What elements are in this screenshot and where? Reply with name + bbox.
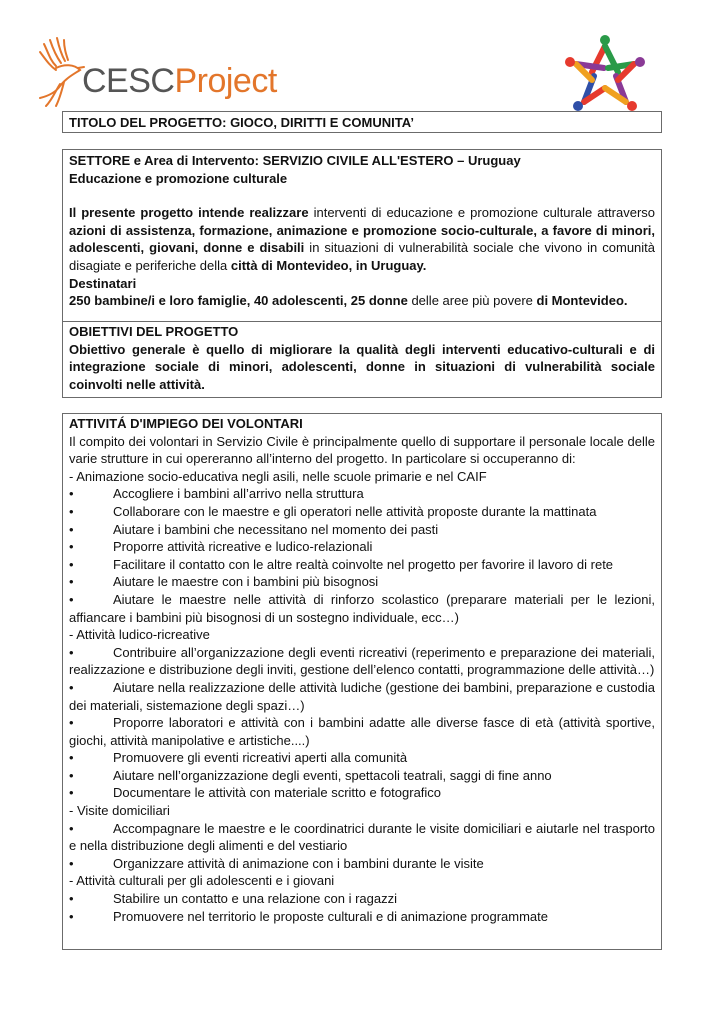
list-item <box>69 485 655 503</box>
destinatari-text <box>69 292 655 310</box>
list-item <box>69 556 655 574</box>
bullet-icon: • <box>69 539 74 555</box>
spacer <box>69 187 655 204</box>
bullet-icon: • <box>69 767 74 783</box>
brand-part1: CESC <box>82 62 175 100</box>
project-title: TITOLO DEL PROGETTO: GIOCO, DIRITTI E COMUNITA’ <box>69 115 414 130</box>
bullet-icon: • <box>69 715 74 731</box>
list-item-text: Accompagnare le maestre e le coordinatrici durante le visite domiciliari e aiutarle nel trasporto e nella distribuzione degli alimenti e del vestiario <box>69 820 655 854</box>
bullet-icon: • <box>69 891 74 907</box>
list-item-text: Proporre laboratori e attività con i bambini adatte alle diverse fasce di età (attività sportive, giochi, attività manipolative e artistiche....) <box>69 715 655 748</box>
intro-text-2: in situazioni di vulnerabilità sociale che vivono in comunità disagiate e periferiche della <box>69 240 656 273</box>
list-item <box>69 820 655 855</box>
bullet-icon: • <box>69 503 74 519</box>
attivita-box <box>62 413 662 950</box>
settore-heading: SETTORE e Area di Intervento: SERVIZIO CIVILE ALL'ESTERO – Uruguay <box>69 153 521 168</box>
list-item <box>69 908 655 926</box>
bullet-icon: • <box>69 644 74 660</box>
bullet-icon: • <box>69 486 74 502</box>
list-item <box>69 679 655 714</box>
list-item <box>69 573 655 591</box>
list-item-text: Documentare le attività con materiale scritto e fotografico <box>113 785 442 801</box>
list-item <box>69 784 655 802</box>
attivita-heading: ATTIVITÁ D'IMPIEGO DEI VOLONTARI <box>69 416 303 431</box>
activity-section-title: - Attività ludico-ricreative <box>69 627 210 643</box>
bullet-icon: • <box>69 679 74 695</box>
list-item-text: Aiutare nell’organizzazione degli eventi, spettacoli teatrali, saggi di fine anno <box>113 767 552 783</box>
list-item-text: Stabilire un contatto e una relazione con i ragazzi <box>113 891 398 907</box>
obiettivi-box <box>62 321 662 398</box>
list-item <box>69 521 655 539</box>
list-item <box>69 538 655 556</box>
bullet-icon: • <box>69 908 74 924</box>
list-item-text: Promuovere nel territorio le proposte culturali e di animazione programmate <box>113 908 548 924</box>
settore-box <box>62 149 662 322</box>
bullet-icon: • <box>69 521 74 537</box>
list-item-text: Aiutare i bambini che necessitano nel momento dei pasti <box>113 521 439 537</box>
destinatari-bold-2: di Montevideo. <box>536 293 628 309</box>
attivita-list <box>69 468 655 925</box>
cescproject-logo <box>34 34 277 114</box>
list-item-text: Aiutare le maestre nelle attività di rinforzo scolastico (preparare materiali per le lezioni, affiancare i bambini più bisognosi di un sostegno individuale, ecc…) <box>69 591 655 625</box>
bullet-icon: • <box>69 820 74 836</box>
list-item-text: Collaborare con le maestre e gli operatori nelle attività proposte durante la mattinata <box>113 503 597 519</box>
settore-intro <box>69 204 655 274</box>
people-star-icon <box>562 34 648 112</box>
bullet-icon: • <box>69 785 74 801</box>
list-item <box>69 714 655 749</box>
list-item-text: Aiutare le maestre con i bambini più bisognosi <box>113 574 379 590</box>
activity-section-title: - Animazione socio-educativa negli asili, nelle scuole primarie e nel CAIF <box>69 468 487 484</box>
bullet-icon: • <box>69 556 74 572</box>
brand-part2: Project <box>174 62 277 100</box>
list-item-text: Proporre attività ricreative e ludico-relazionali <box>113 539 373 555</box>
bullet-icon: • <box>69 591 74 607</box>
list-item <box>69 644 655 679</box>
bullet-icon: • <box>69 855 74 871</box>
intro-text-1: interventi di educazione e promozione culturale attraverso <box>308 205 656 221</box>
obiettivi-heading: OBIETTIVI DEL PROGETTO <box>69 324 239 339</box>
list-item-text: Promuovere gli eventi ricreativi aperti alla comunità <box>113 750 408 766</box>
list-item-text: Accogliere i bambini all’arrivo nella struttura <box>113 486 364 502</box>
people-star-logo <box>562 34 648 112</box>
destinatari-text-1: delle aree più povere <box>407 293 537 309</box>
list-item-text: Aiutare nella realizzazione delle attività ludiche (gestione dei bambini, preparazione e custodia dei materiali, sistemazione degli spazi…) <box>69 679 655 713</box>
list-item <box>69 855 655 873</box>
list-item-text: Organizzare attività di animazione con i bambini durante le visite <box>113 855 484 871</box>
intro-bold-3: città di Montevideo, in Uruguay. <box>230 257 427 273</box>
attivita-intro: Il compito dei volontari in Servizio Civile è principalmente quello di supportare il personale locale delle varie strutture in cui opereranno all’interno del progetto. In particolare si occuperanno di: <box>69 433 655 467</box>
brand-wordmark <box>82 64 277 98</box>
list-item <box>69 503 655 521</box>
obiettivi-text: Obiettivo generale è quello di migliorare la qualità degli interventi educativo-culturali e di integrazione sociale di minori, adolescenti, donne in situazioni di vulnerabilità sociale coinvolti nelle attività. <box>69 341 655 392</box>
bullet-icon: • <box>69 750 74 766</box>
intro-bold-1: Il presente progetto intende realizzare <box>69 205 309 221</box>
activity-section-title: - Visite domiciliari <box>69 803 170 819</box>
destinatari-label: Destinatari <box>69 275 137 291</box>
list-item <box>69 749 655 767</box>
list-item-text: Contribuire all’organizzazione degli eventi ricreativi (reperimento e preparazione dei materiali, realizzazione e distribuzione degli inviti, gestione dell’elenco contatti, programmazione delle attività…) <box>69 644 655 678</box>
list-item-text: Facilitare il contatto con le altre realtà coinvolte nel progetto per favorire il lavoro di rete <box>113 556 614 572</box>
list-item <box>69 890 655 908</box>
destinatari-bold-1: 250 bambine/i e loro famiglie, 40 adolescenti, 25 donne <box>69 293 408 309</box>
project-title-box <box>62 111 662 133</box>
bullet-icon: • <box>69 574 74 590</box>
list-item <box>69 767 655 785</box>
intro-bold-2: azioni di assistenza, formazione, animazione e promozione socio-culturale, a favore di minori, adolescenti, giovani, donne e disabili <box>69 222 655 256</box>
activity-section-title: - Attività culturali per gli adolescenti e i giovani <box>69 873 335 889</box>
settore-subheading: Educazione e promozione culturale <box>69 170 288 186</box>
list-item <box>69 591 655 626</box>
